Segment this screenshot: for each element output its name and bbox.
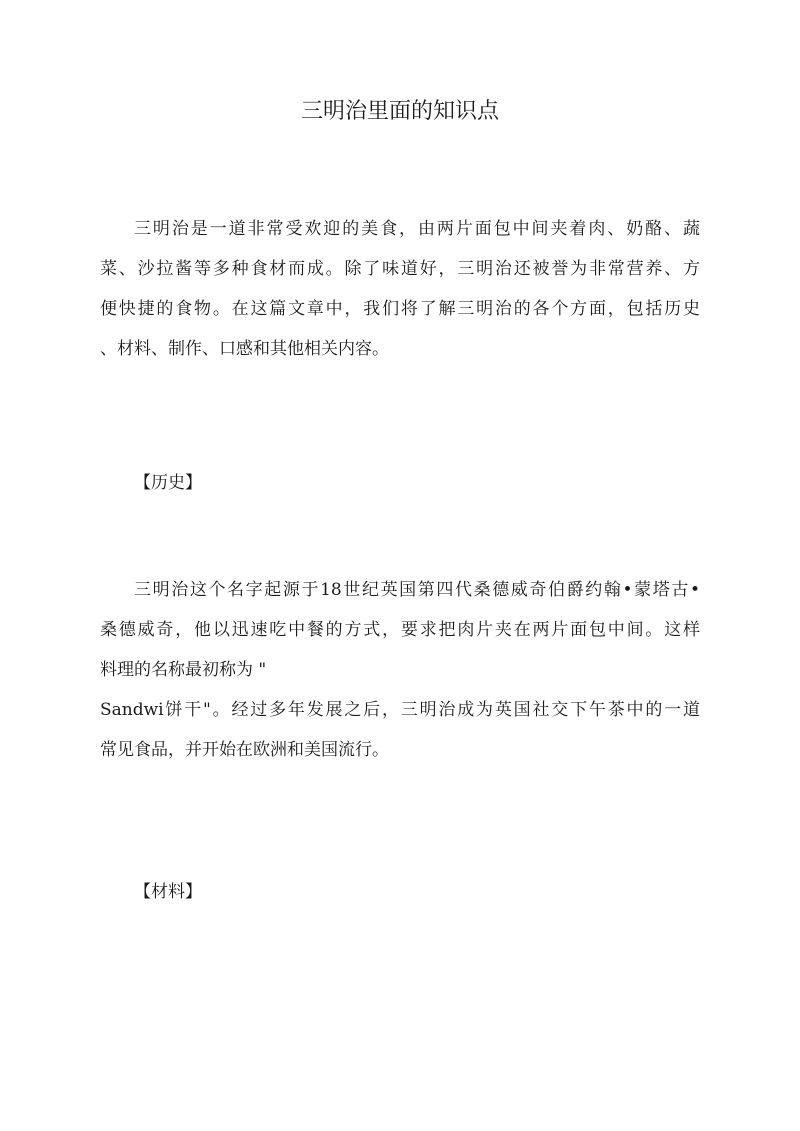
history-line: Sandwi饼干"。经过多年发展之后，三明治成为英国社交下午茶中的一道 [100, 700, 700, 720]
history-paragraph [100, 570, 700, 770]
intro-line: 三明治是一道非常受欢迎的美食，由两片面包中间夹着肉、奶酪、蔬 [134, 219, 700, 239]
page-title: 三明治里面的知识点 [300, 99, 499, 124]
history-line: 桑德威奇，他以迅速吃中餐的方式，要求把肉片夹在两片面包中间。这样 [100, 620, 700, 640]
history-line: 三明治这个名字起源于18世纪英国第四代桑德威奇伯爵约翰•蒙塔古• [134, 580, 700, 600]
section-heading-history: 【历史】 [134, 473, 202, 493]
intro-line: 、材料、制作、口感和其他相关内容。 [100, 339, 389, 359]
section-heading-materials: 【材料】 [134, 882, 202, 902]
history-line: 常见食品，并开始在欧洲和美国流行。 [100, 740, 389, 760]
history-line: 料理的名称最初称为 " [100, 660, 267, 680]
intro-line: 菜、沙拉酱等多种食材而成。除了味道好，三明治还被誉为非常营养、方 [100, 259, 700, 279]
intro-paragraph [100, 209, 700, 369]
intro-line: 便快捷的食物。在这篇文章中，我们将了解三明治的各个方面，包括历史 [100, 299, 700, 319]
